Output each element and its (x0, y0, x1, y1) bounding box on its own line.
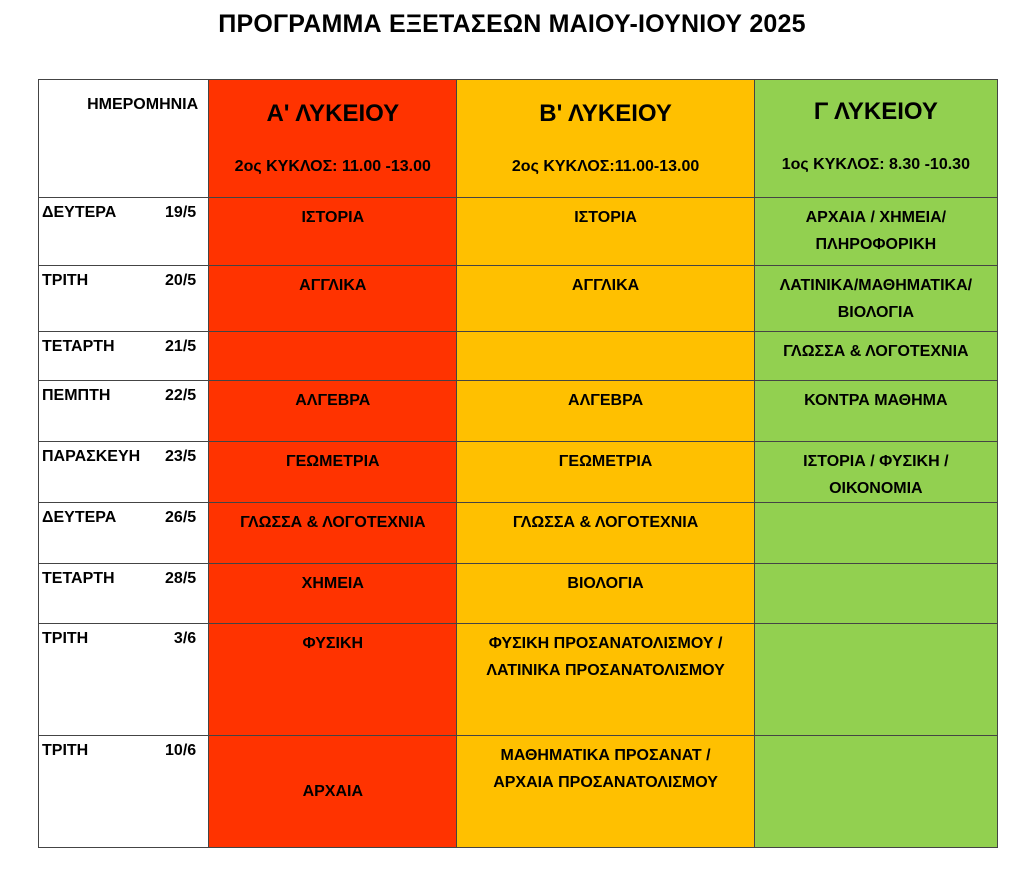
date-cell (39, 624, 209, 736)
grade-a-subject: ΓΕΩΜΕΤΡΙΑ (209, 442, 457, 503)
table-row (39, 381, 998, 442)
date-cell (39, 198, 209, 266)
page-title: ΠΡΟΓΡΑΜΜΑ ΕΞΕΤΑΣΕΩΝ ΜΑΙΟΥ-ΙΟΥΝΙΟΥ 2025 (218, 10, 806, 38)
date-label: 23/5 (165, 448, 197, 465)
subject-line: ΒΙΟΛΟΓΙΑ (837, 304, 915, 321)
grade-a-subject: ΧΗΜΕΙΑ (209, 564, 457, 624)
grade-c-subject (754, 564, 997, 624)
table-row (39, 564, 998, 624)
date-column-header: ΗΜΕΡΟΜΗΝΙΑ (39, 80, 209, 198)
date-label: 22/5 (165, 387, 197, 404)
day-label: ΤΕΤΑΡΤΗ (42, 338, 115, 355)
grade-b-name: Β' ΛΥΚΕΙΟΥ (539, 100, 672, 127)
grade-b-subject: ΑΓΓΛΙΚΑ (457, 266, 754, 332)
table-row (39, 442, 998, 503)
grade-a-subject: ΑΓΓΛΙΚΑ (209, 266, 457, 332)
table-row (39, 736, 998, 848)
date-cell (39, 332, 209, 381)
grade-b-subject (457, 332, 754, 381)
table-row (39, 503, 998, 564)
grade-a-subject: ΦΥΣΙΚΗ (209, 624, 457, 736)
date-cell (39, 503, 209, 564)
date-label: 28/5 (165, 570, 197, 587)
subject-line: ΓΛΩΣΣΑ & ΛΟΓΟΤΕΧΝΙΑ (783, 343, 969, 360)
grade-b-subject: ΓΕΩΜΕΤΡΙΑ (457, 442, 754, 503)
day-label: ΤΡΙΤΗ (42, 630, 89, 647)
day-label: ΤΡΙΤΗ (42, 272, 89, 289)
grade-c-header (754, 80, 997, 198)
subject-line: ΛΑΤΙΝΙΚΑ ΠΡΟΣΑΝΑΤΟΛΙΣΜΟΥ (486, 662, 725, 679)
grade-a-subject: ΑΡΧΑΙΑ (209, 736, 457, 848)
schedule-table (38, 79, 998, 848)
grade-a-header (209, 80, 457, 198)
grade-c-subject (754, 332, 997, 381)
grade-a-subject (209, 332, 457, 381)
grade-b-subject: ΒΙΟΛΟΓΙΑ (457, 564, 754, 624)
subject-line: ΜΑΘΗΜΑΤΙΚΑ ΠΡΟΣΑΝΑΤ / (500, 747, 711, 764)
grade-c-subject (754, 198, 997, 266)
grade-b-subject: ΓΛΩΣΣΑ & ΛΟΓΟΤΕΧΝΙΑ (457, 503, 754, 564)
grade-a-subject: ΑΛΓΕΒΡΑ (209, 381, 457, 442)
subject-line: ΦΥΣΙΚΗ ΠΡΟΣΑΝΑΤΟΛΙΣΜΟΥ / (488, 635, 723, 652)
subject-line: ΑΡΧΑΙΑ / ΧΗΜΕΙΑ/ (805, 209, 947, 226)
grade-b-subject: ΙΣΤΟΡΙΑ (457, 198, 754, 266)
table-row (39, 624, 998, 736)
grade-c-name: Γ ΛΥΚΕΙΟΥ (813, 98, 938, 125)
grade-c-subject (754, 736, 997, 848)
day-label: ΤΡΙΤΗ (42, 742, 89, 759)
date-label: 21/5 (165, 338, 197, 355)
date-label: 19/5 (165, 204, 197, 221)
date-label: 26/5 (165, 509, 197, 526)
subject-line: ΚΟΝΤΡΑ ΜΑΘΗΜΑ (804, 392, 948, 409)
date-cell (39, 564, 209, 624)
date-cell (39, 736, 209, 848)
day-label: ΤΕΤΑΡΤΗ (42, 570, 115, 587)
subject-line: ΠΛΗΡΟΦΟΡΙΚΗ (815, 236, 937, 253)
subject-line: ΟΙΚΟΝΟΜΙΑ (829, 480, 923, 497)
day-label: ΠΑΡΑΣΚΕΥΗ (42, 448, 141, 465)
grade-b-header (457, 80, 754, 198)
date-cell (39, 266, 209, 332)
grade-b-subject: ΑΛΓΕΒΡΑ (457, 381, 754, 442)
grade-c-subject (754, 503, 997, 564)
grade-a-cycle: 2ος ΚΥΚΛΟΣ: 11.00 -13.00 (234, 158, 431, 175)
date-cell (39, 381, 209, 442)
day-label: ΔΕΥΤΕΡΑ (42, 204, 117, 221)
date-label: 10/6 (165, 742, 197, 759)
day-label: ΔΕΥΤΕΡΑ (42, 509, 117, 526)
subject-line: ΑΡΧΑΙΑ ΠΡΟΣΑΝΑΤΟΛΙΣΜΟΥ (493, 774, 718, 791)
grade-c-subject (754, 442, 997, 503)
grade-b-subject (457, 624, 754, 736)
grade-a-subject: ΙΣΤΟΡΙΑ (209, 198, 457, 266)
table-row (39, 332, 998, 381)
subject-line: ΙΣΤΟΡΙΑ / ΦΥΣΙΚΗ / (803, 453, 949, 470)
grade-b-subject (457, 736, 754, 848)
header-row (39, 80, 998, 198)
date-label: 3/6 (173, 630, 197, 647)
table-row (39, 198, 998, 266)
grade-b-cycle: 2ος ΚΥΚΛΟΣ:11.00-13.00 (511, 158, 700, 175)
grade-a-subject: ΓΛΩΣΣΑ & ΛΟΓΟΤΕΧΝΙΑ (209, 503, 457, 564)
grade-a-name: Α' ΛΥΚΕΙΟΥ (266, 100, 400, 127)
date-cell (39, 442, 209, 503)
date-label: 20/5 (165, 272, 197, 289)
grade-c-subject (754, 266, 997, 332)
grade-c-subject (754, 381, 997, 442)
table-row (39, 266, 998, 332)
grade-c-cycle: 1ος ΚΥΚΛΟΣ: 8.30 -10.30 (781, 156, 970, 173)
subject-line: ΛΑΤΙΝΙΚΑ/ΜΑΘΗΜΑΤΙΚΑ/ (779, 277, 973, 294)
grade-c-subject (754, 624, 997, 736)
day-label: ΠΕΜΠΤΗ (42, 387, 111, 404)
